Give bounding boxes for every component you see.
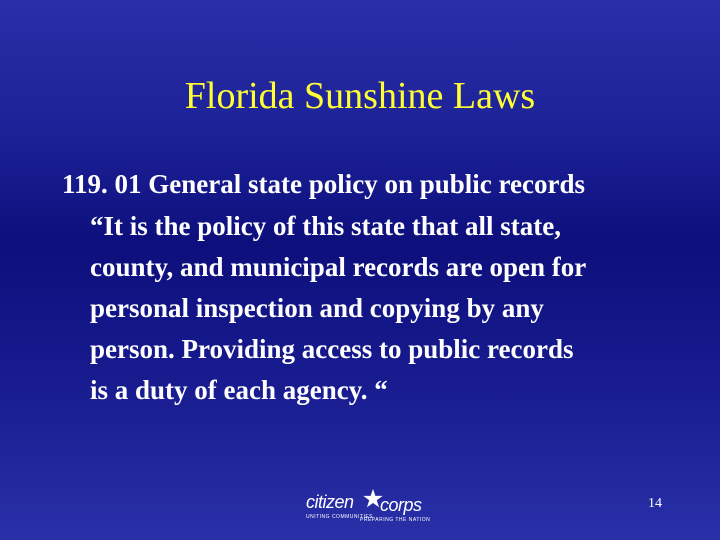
quote-line: “It is the policy of this state that all state,	[90, 211, 561, 241]
slide-body	[62, 163, 702, 411]
logo-word-corps: corps	[380, 495, 422, 515]
statute-quote	[90, 206, 702, 411]
logo-tagline-right: PREPARING THE NATION	[360, 517, 431, 523]
citizen-corps-logo	[302, 490, 432, 524]
statute-heading: 119. 01 General state policy on public records	[62, 169, 585, 199]
quote-line: is a duty of each agency. “	[90, 375, 388, 405]
logo-word-citizen: citizen	[306, 492, 354, 512]
slide-title: Florida Sunshine Laws	[184, 75, 536, 117]
quote-line: county, and municipal records are open for	[90, 252, 587, 282]
page-number: 14	[648, 496, 662, 511]
quote-line: personal inspection and copying by any	[90, 293, 544, 323]
logo-tagline-left: UNITING COMMUNITIES	[306, 514, 373, 520]
quote-line: person. Providing access to public records	[90, 334, 574, 364]
